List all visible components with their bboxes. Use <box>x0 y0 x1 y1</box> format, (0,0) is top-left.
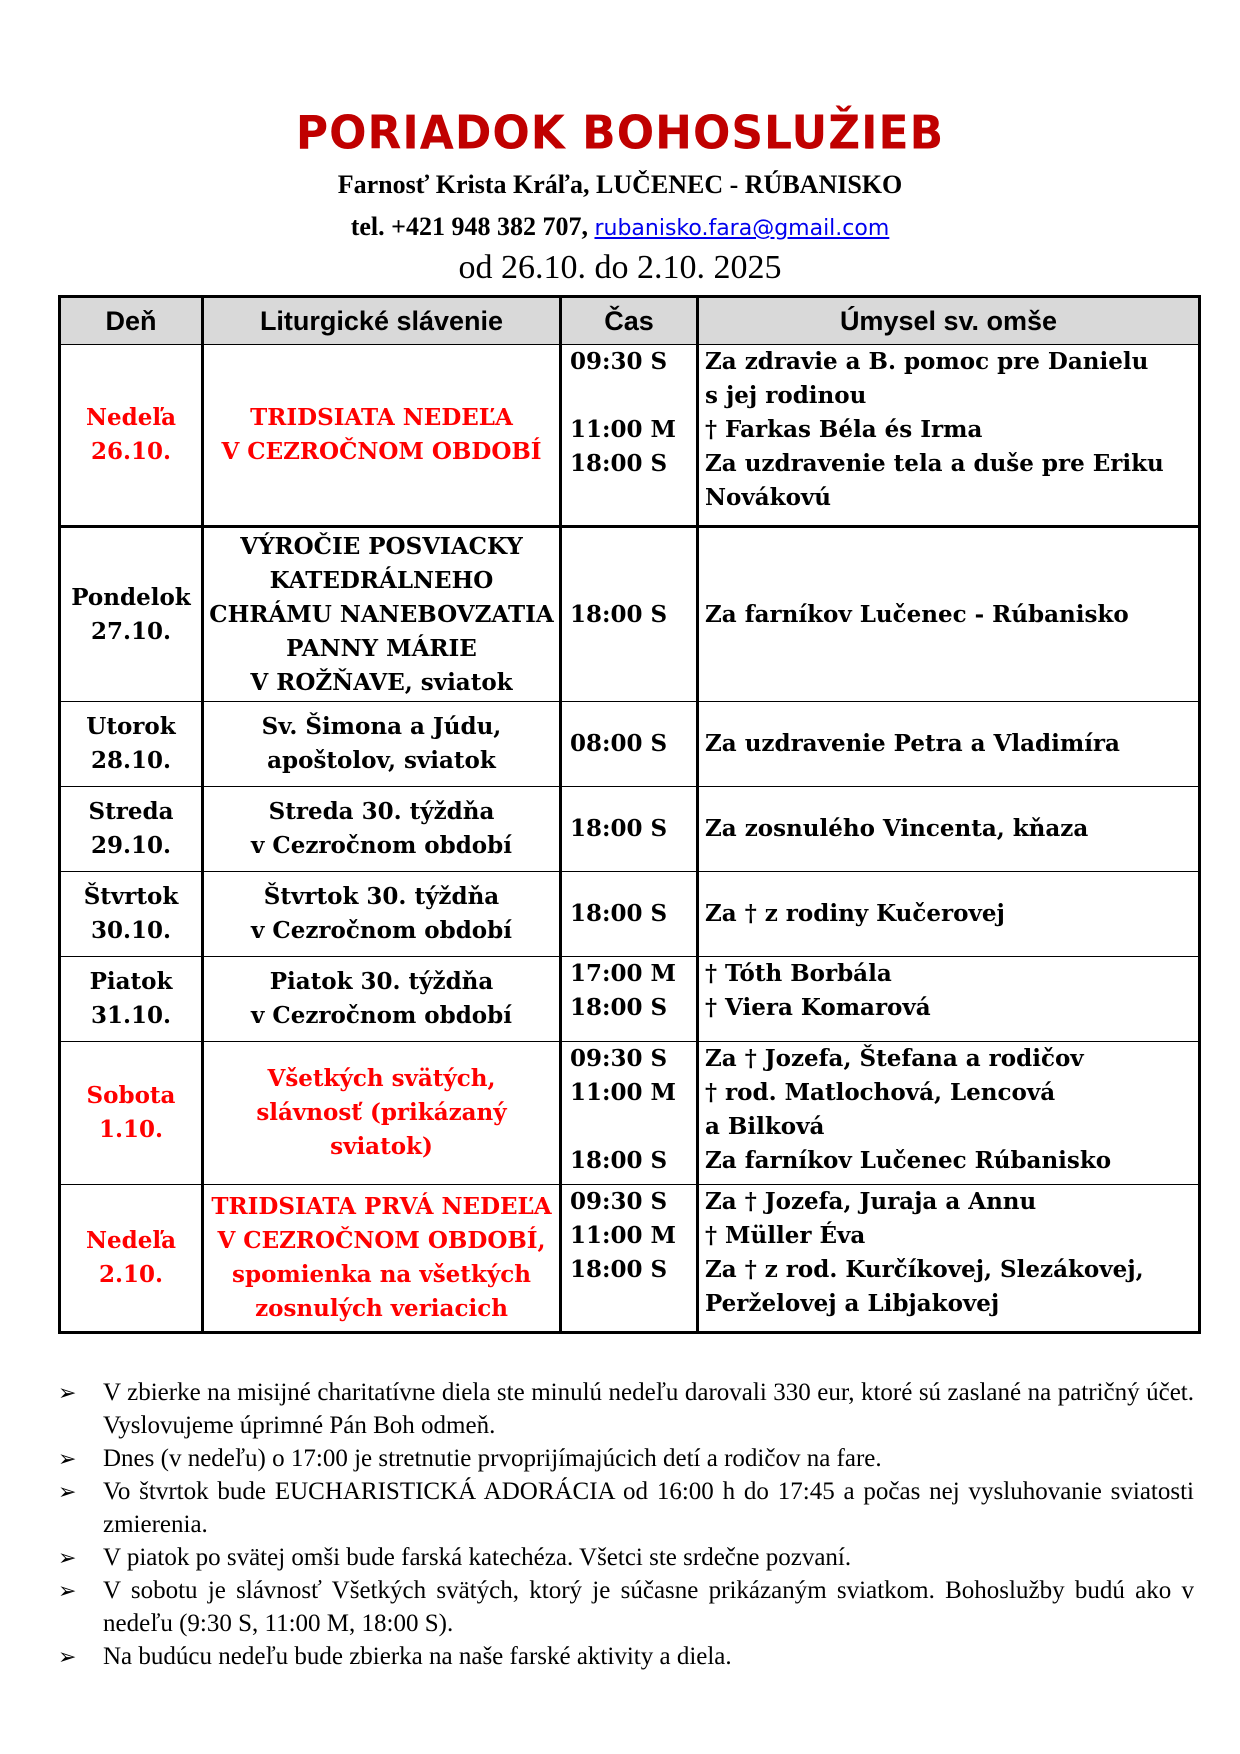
mass-intention: Za uzdravenie Petra a Vladimíra <box>705 730 1120 757</box>
mass-intention: Novákovú <box>705 484 831 511</box>
mass-time: 18:00 S <box>570 815 668 842</box>
arrow-bullet-icon: ➢ <box>58 1545 77 1570</box>
time-cell <box>561 345 698 527</box>
day-cell <box>60 527 203 702</box>
table-row <box>60 527 1200 702</box>
day-name: Utorok <box>86 713 176 740</box>
mass-time: 09:30 S <box>570 1045 668 1072</box>
day-name: Sobota <box>86 1082 176 1109</box>
time-cell <box>561 787 698 872</box>
mass-intention: Perželovej a Libjakovej <box>705 1290 1000 1317</box>
time-cell <box>561 527 698 702</box>
mass-time: 18:00 S <box>570 1256 668 1283</box>
mass-time: 11:00 M <box>570 1079 676 1106</box>
liturgy-cell <box>203 872 561 957</box>
column-header-liturgy: Liturgické slávenie <box>203 297 561 345</box>
table-row <box>60 957 1200 1042</box>
time-cell <box>561 1042 698 1185</box>
day-cell <box>60 1185 203 1333</box>
mass-intention: Za † z rodiny Kučerovej <box>705 900 1005 927</box>
mass-time: 18:00 S <box>570 450 668 477</box>
mass-time: 09:30 S <box>570 1188 668 1215</box>
liturgy-line: KATEDRÁLNEHO <box>269 566 494 594</box>
liturgy-line: VÝROČIE POSVIACKY <box>240 532 523 560</box>
table-row <box>60 1042 1200 1185</box>
day-name: Streda <box>88 798 174 825</box>
announcement-item <box>58 1442 1194 1475</box>
announcement-item <box>58 1640 1194 1673</box>
mass-time: 09:30 S <box>570 348 668 375</box>
table-row <box>60 345 1200 527</box>
liturgy-cell <box>203 787 561 872</box>
mass-intention: Za † z rod. Kurčíkovej, Slezákovej, <box>705 1256 1144 1283</box>
day-cell <box>60 957 203 1042</box>
announcement-text: Na budúcu nedeľu bude zbierka na naše farské aktivity a diela. <box>103 1643 732 1670</box>
mass-time: 11:00 M <box>570 1222 676 1249</box>
liturgy-line: Štvrtok 30. týždňa <box>263 883 500 910</box>
liturgy-line: sviatok) <box>330 1133 433 1160</box>
schedule-body <box>60 345 1200 1333</box>
mass-intention: Za zosnulého Vincenta, kňaza <box>705 815 1089 842</box>
announcement-text: V piatok po svätej omši bude farská katechéza. Všetci ste srdečne pozvaní. <box>103 1544 852 1571</box>
parish-name: Farnosť Krista Kráľa, LUČENEC - RÚBANISKO <box>337 170 903 199</box>
liturgy-line: Piatok 30. týždňa <box>269 968 494 995</box>
mass-time <box>570 379 696 413</box>
liturgy-line: v Cezročnom období <box>251 1002 512 1029</box>
phone-number: tel. +421 948 382 707, <box>350 212 588 241</box>
arrow-bullet-icon: ➢ <box>58 1644 77 1669</box>
column-header-day: Deň <box>60 297 203 345</box>
page-title: PORIADOK BOHOSLUŽIEB <box>295 106 945 161</box>
day-cell <box>60 1042 203 1185</box>
liturgy-line: spomienka na všetkých <box>232 1261 531 1288</box>
liturgy-line: Sv. Šimona a Júdu, <box>261 713 502 740</box>
day-name: Pondelok <box>71 583 191 611</box>
table-row <box>60 1185 1200 1333</box>
column-header-time: Čas <box>561 297 698 345</box>
contact-line <box>0 210 1240 246</box>
intention-cell <box>698 1185 1200 1333</box>
day-cell <box>60 787 203 872</box>
liturgy-line: Všetkých svätých, <box>267 1065 496 1092</box>
day-name: Nedeľa <box>85 1227 176 1254</box>
liturgy-cell <box>203 1185 561 1333</box>
mass-intention: Za farníkov Lučenec - Rúbanisko <box>705 600 1129 628</box>
day-date: 27.10. <box>90 617 172 645</box>
schedule-table <box>58 295 1201 1334</box>
liturgy-line: V CEZROČNOM OBDOBÍ <box>221 438 542 465</box>
announcement-text: V sobotu je slávnosť Všetkých svätých, ktorý je súčasne prikázaným sviatkom. Bohoslužby budú ako v nedeľu (9:30 S, 11:00 M, 18:00 S). <box>103 1577 1194 1637</box>
arrow-bullet-icon: ➢ <box>58 1446 77 1471</box>
announcement-item <box>58 1574 1194 1640</box>
announcement-text: V zbierke na misijné charitatívne diela ste minulú nedeľu darovali 330 eur, ktoré sú zaslané na patričný účet. Vyslovujeme úprimné Pán Boh odmeň. <box>103 1379 1194 1439</box>
day-date: 31.10. <box>90 1002 172 1029</box>
announcements-list <box>58 1376 1194 1673</box>
date-range: od 26.10. do 2.10. 2025 <box>458 249 782 286</box>
liturgy-cell <box>203 345 561 527</box>
mass-time: 18:00 S <box>570 1147 668 1174</box>
arrow-bullet-icon: ➢ <box>58 1578 77 1603</box>
day-date: 29.10. <box>90 832 172 859</box>
mass-time: 11:00 M <box>570 416 676 443</box>
arrow-bullet-icon: ➢ <box>58 1479 77 1504</box>
mass-intention: Za farníkov Lučenec Rúbanisko <box>705 1147 1112 1174</box>
mass-intention: † Tóth Borbála <box>705 960 892 987</box>
table-row <box>60 702 1200 787</box>
mass-intention: Za † Jozefa, Štefana a rodičov <box>705 1045 1084 1072</box>
liturgy-line: v Cezročnom období <box>251 832 512 859</box>
liturgy-cell <box>203 527 561 702</box>
liturgy-line: V ROŽŇAVE, sviatok <box>250 668 513 696</box>
day-date: 1.10. <box>98 1116 164 1143</box>
intention-cell <box>698 787 1200 872</box>
liturgy-line: TRIDSIATA PRVÁ NEDEĽA <box>211 1193 552 1220</box>
day-date: 26.10. <box>90 438 172 465</box>
time-cell <box>561 702 698 787</box>
announcement-text: Vo štvrtok bude EUCHARISTICKÁ ADORÁCIA od 16:00 h do 17:45 a počas nej vysluhovanie sviatosti zmierenia. <box>103 1478 1194 1538</box>
mass-time <box>570 1110 696 1144</box>
day-name: Štvrtok <box>83 883 179 910</box>
mass-intention: † rod. Matlochová, Lencová <box>705 1079 1056 1106</box>
intention-cell <box>698 345 1200 527</box>
mass-time: 18:00 S <box>570 994 668 1021</box>
table-row <box>60 872 1200 957</box>
mass-time: 18:00 S <box>570 600 668 628</box>
intention-cell <box>698 872 1200 957</box>
day-name: Piatok <box>89 968 173 995</box>
day-name: Nedeľa <box>85 404 176 431</box>
arrow-bullet-icon: ➢ <box>58 1380 77 1405</box>
liturgy-line: V CEZROČNOM OBDOBÍ, <box>217 1227 546 1254</box>
mass-intention: † Müller Éva <box>705 1222 866 1249</box>
liturgy-line: slávnosť (prikázaný <box>256 1099 507 1126</box>
liturgy-cell <box>203 702 561 787</box>
announcement-item <box>58 1541 1194 1574</box>
announcement-item <box>58 1475 1194 1541</box>
mass-intention: † Viera Komarová <box>705 994 931 1021</box>
announcement-text: Dnes (v nedeľu) o 17:00 je stretnutie prvoprijímajúcich detí a rodičov na fare. <box>103 1445 882 1472</box>
mass-time: 08:00 S <box>570 730 668 757</box>
day-date: 30.10. <box>90 917 172 944</box>
column-header-intention: Úmysel sv. omše <box>698 297 1200 345</box>
intention-cell <box>698 1042 1200 1185</box>
liturgy-cell <box>203 1042 561 1185</box>
intention-cell <box>698 702 1200 787</box>
mass-intention: Za uzdravenie tela a duše pre Eriku <box>705 450 1164 477</box>
mass-intention: s jej rodinou <box>705 382 867 409</box>
liturgy-line: Streda 30. týždňa <box>268 798 495 825</box>
mass-time: 18:00 S <box>570 900 668 927</box>
mass-intention: † Farkas Béla és Irma <box>705 416 983 443</box>
announcement-item <box>58 1376 1194 1442</box>
time-cell <box>561 1185 698 1333</box>
liturgy-line: v Cezročnom období <box>251 917 512 944</box>
day-cell <box>60 345 203 527</box>
liturgy-line: CHRÁMU NANEBOVZATIA <box>209 600 554 628</box>
mass-time: 17:00 M <box>570 960 676 987</box>
mass-intention: a Bilková <box>705 1113 825 1140</box>
mass-intention: Za † Jozefa, Juraja a Annu <box>705 1188 1037 1215</box>
day-date: 28.10. <box>90 747 172 774</box>
table-row <box>60 787 1200 872</box>
email-link[interactable]: rubanisko.fara@gmail.com <box>594 216 890 241</box>
mass-intention: Za zdravie a B. pomoc pre Danielu <box>705 348 1149 375</box>
day-date: 2.10. <box>98 1261 164 1288</box>
day-cell <box>60 702 203 787</box>
day-cell <box>60 872 203 957</box>
liturgy-line: apoštolov, sviatok <box>267 747 496 774</box>
liturgy-line: TRIDSIATA NEDEĽA <box>250 404 513 431</box>
liturgy-line: zosnulých veriacich <box>255 1295 508 1322</box>
intention-cell <box>698 957 1200 1042</box>
intention-cell <box>698 527 1200 702</box>
table-header-row <box>60 297 1200 345</box>
time-cell <box>561 957 698 1042</box>
liturgy-cell <box>203 957 561 1042</box>
liturgy-line: PANNY MÁRIE <box>286 634 477 662</box>
time-cell <box>561 872 698 957</box>
